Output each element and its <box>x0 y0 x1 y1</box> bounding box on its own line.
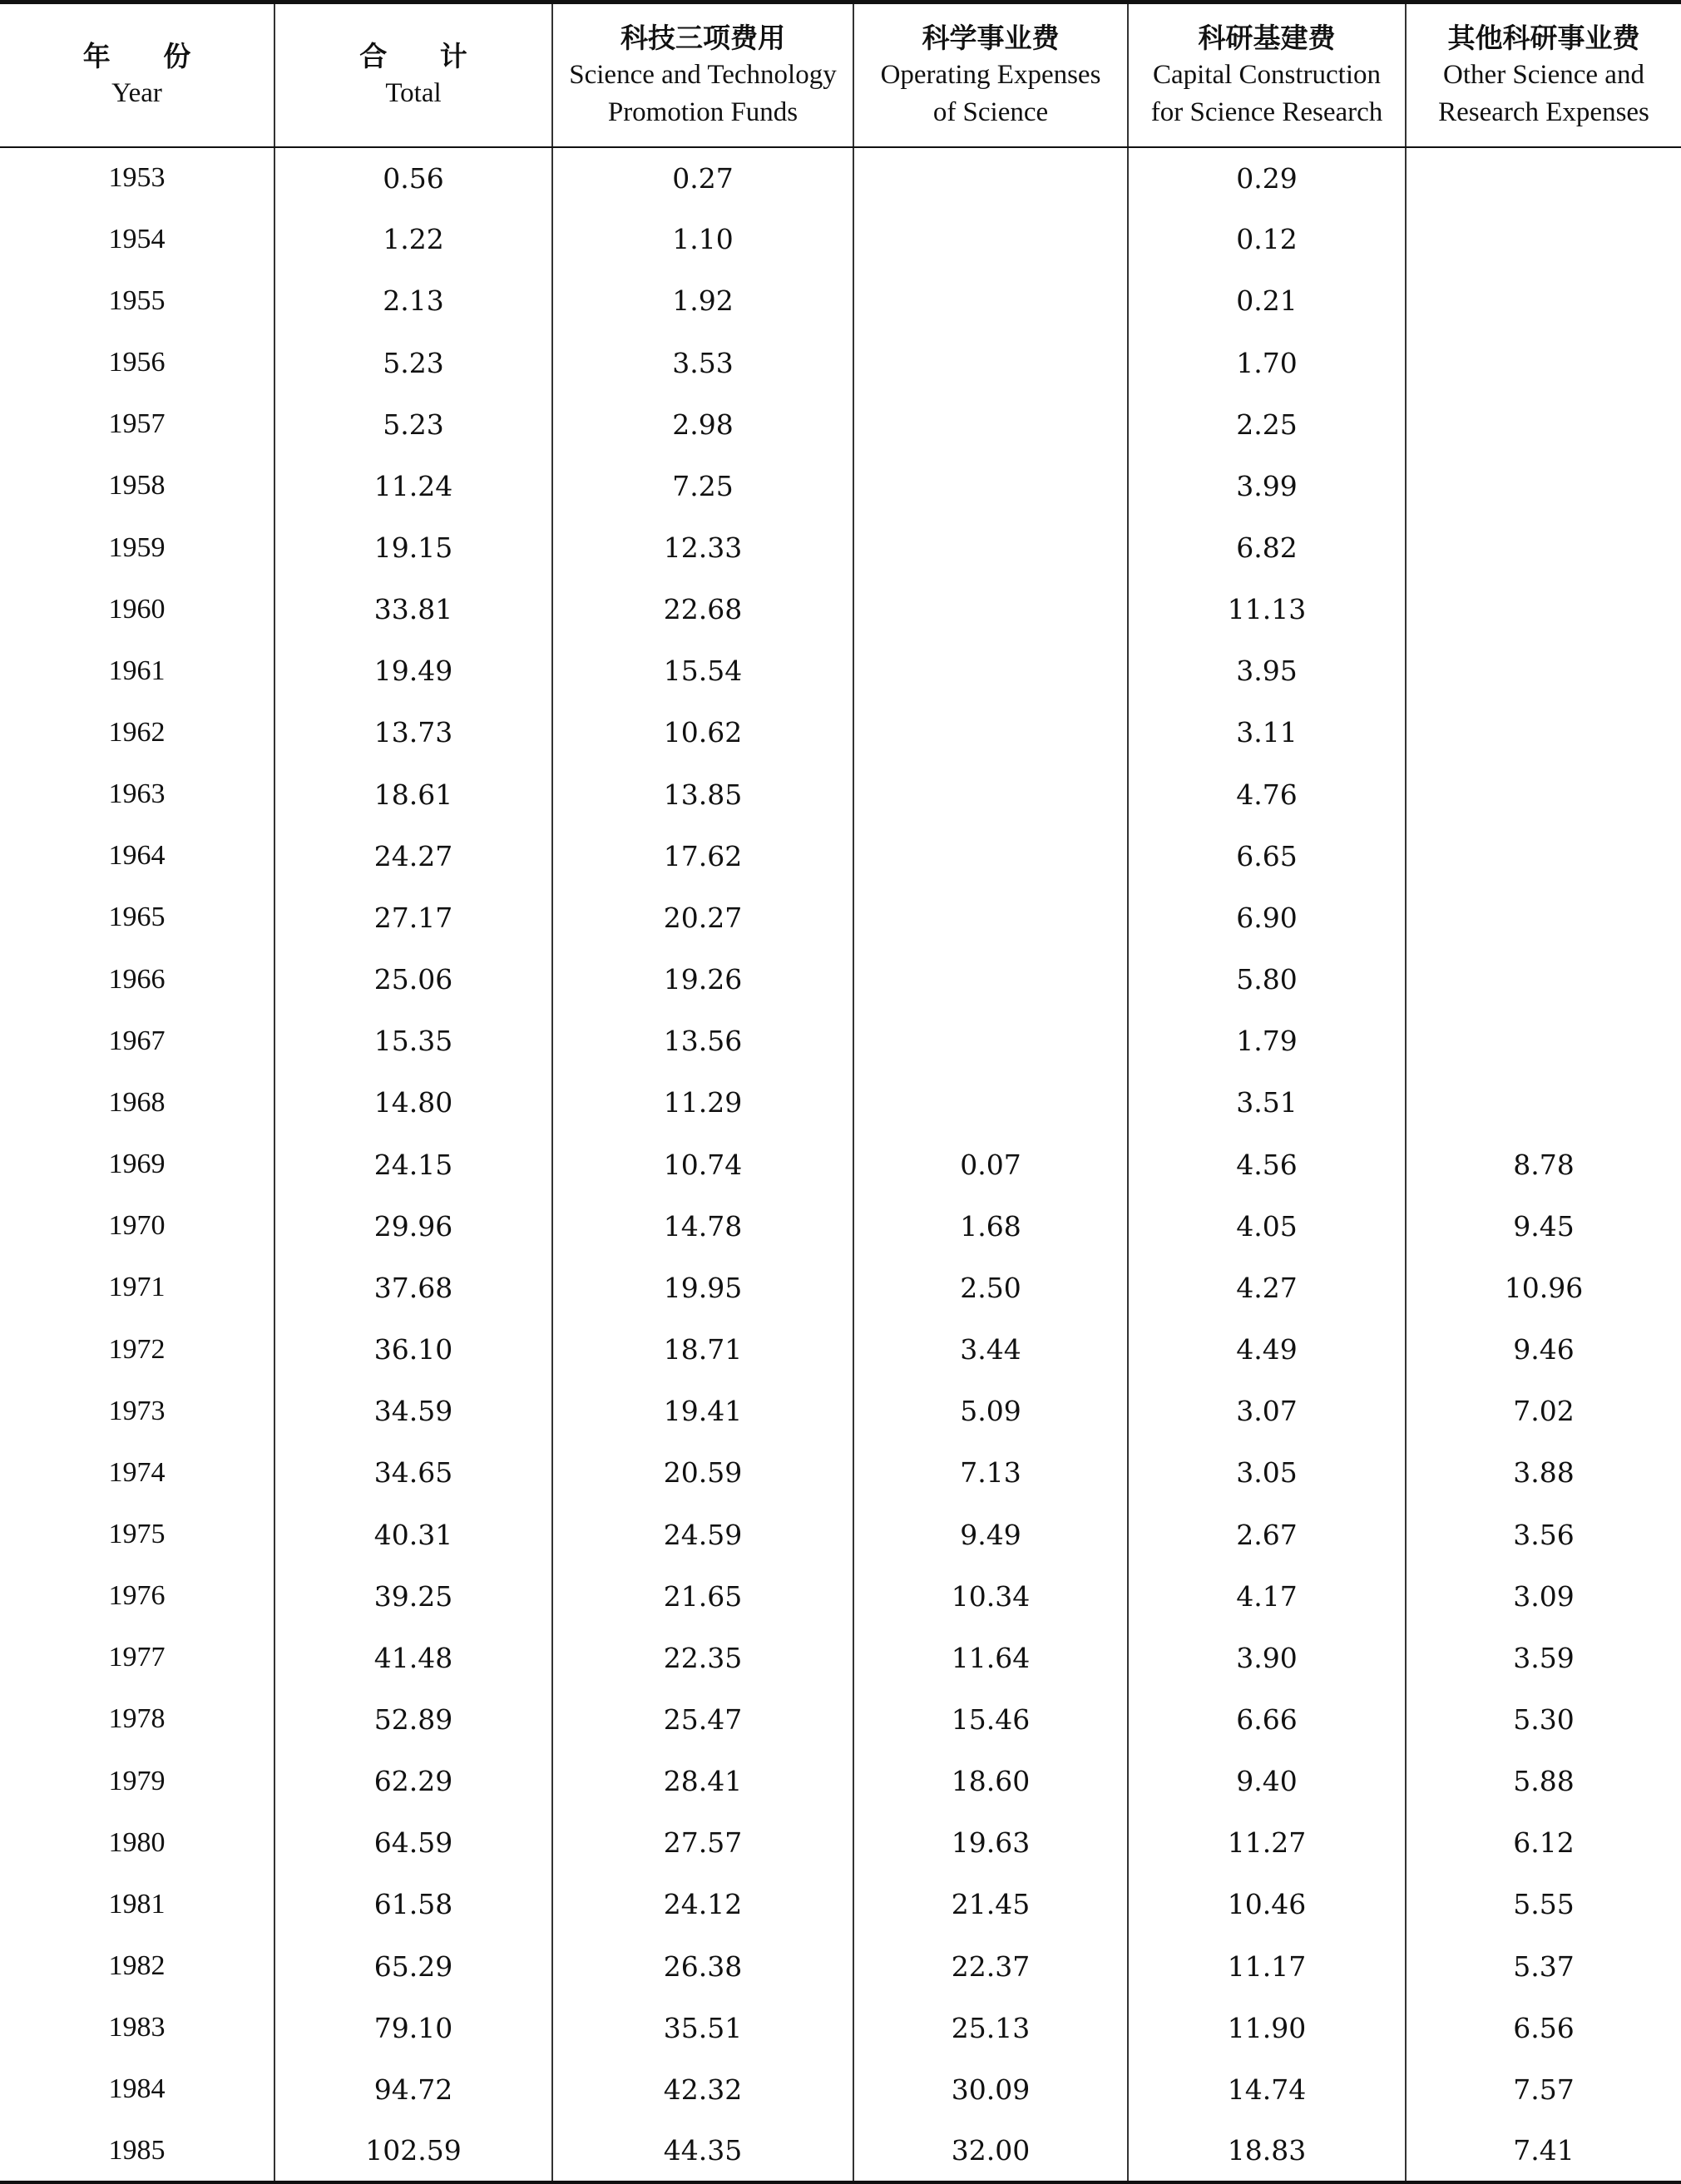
header-year-en: Year <box>111 78 162 109</box>
cell-year: 1956 <box>108 347 166 378</box>
cell-science-tech-promotion: 12.33 <box>552 516 853 578</box>
cell-capital-construction: 4.76 <box>1128 763 1406 825</box>
cell-science-tech-promotion: 28.41 <box>552 1751 853 1812</box>
cell-science-tech-promotion: 27.57 <box>552 1812 853 1874</box>
cell-total: 41.48 <box>274 1627 552 1688</box>
cell-science-tech-promotion: 18.71 <box>552 1318 853 1380</box>
cell-capital-construction: 4.17 <box>1128 1565 1406 1627</box>
cell-science-tech-promotion: 3.53 <box>552 332 853 393</box>
cell-operating-expenses: 1.68 <box>853 1195 1128 1257</box>
table-row <box>0 1935 1681 1997</box>
cell-operating-expenses: 25.13 <box>853 1997 1128 2058</box>
cell-operating-expenses <box>853 640 1128 702</box>
table-row <box>0 270 1681 332</box>
cell-other-expenses: 7.02 <box>1406 1381 1681 1442</box>
table-row <box>0 393 1681 455</box>
cell-science-tech-promotion: 13.85 <box>552 763 853 825</box>
cell-operating-expenses: 11.64 <box>853 1627 1128 1688</box>
cell-total: 33.81 <box>274 579 552 640</box>
cell-total: 25.06 <box>274 949 552 1010</box>
cell-other-expenses <box>1406 887 1681 948</box>
cell-total: 61.58 <box>274 1874 552 1935</box>
cell-other-expenses: 5.30 <box>1406 1688 1681 1750</box>
cell-total: 5.23 <box>274 332 552 393</box>
header-capital-construction-en-line2: for Science Research <box>1150 96 1383 127</box>
cell-year: 1954 <box>108 223 166 254</box>
header-operating-expenses-en-line2: of Science <box>932 96 1049 127</box>
cell-science-tech-promotion: 24.12 <box>552 1874 853 1935</box>
cell-year: 1982 <box>108 1950 166 1982</box>
cell-operating-expenses: 18.60 <box>853 1751 1128 1812</box>
cell-operating-expenses <box>853 763 1128 825</box>
cell-capital-construction: 11.27 <box>1128 1812 1406 1874</box>
table-row <box>0 949 1681 1010</box>
table-row <box>0 1134 1681 1195</box>
header-capital-construction-en-line1: Capital Construction <box>1152 59 1382 90</box>
cell-capital-construction: 11.13 <box>1128 579 1406 640</box>
cell-total: 34.65 <box>274 1442 552 1504</box>
cell-science-tech-promotion: 7.25 <box>552 455 853 516</box>
cell-capital-construction: 4.27 <box>1128 1257 1406 1318</box>
cell-other-expenses: 3.88 <box>1406 1442 1681 1504</box>
cell-science-tech-promotion: 19.95 <box>552 1257 853 1318</box>
cell-total: 24.27 <box>274 825 552 887</box>
cell-total: 36.10 <box>274 1318 552 1380</box>
cell-science-tech-promotion: 44.35 <box>552 2121 853 2182</box>
cell-total: 62.29 <box>274 1751 552 1812</box>
cell-year: 1953 <box>108 162 166 194</box>
cell-other-expenses <box>1406 1010 1681 1072</box>
cell-other-expenses <box>1406 516 1681 578</box>
header-operating-expenses <box>853 2 1128 147</box>
cell-total: 29.96 <box>274 1195 552 1257</box>
cell-total: 64.59 <box>274 1812 552 1874</box>
cell-operating-expenses <box>853 209 1128 270</box>
cell-capital-construction: 3.11 <box>1128 702 1406 763</box>
cell-other-expenses: 5.88 <box>1406 1751 1681 1812</box>
cell-total: 13.73 <box>274 702 552 763</box>
table-row <box>0 1195 1681 1257</box>
cell-capital-construction: 1.79 <box>1128 1010 1406 1072</box>
table-row <box>0 147 1681 209</box>
cell-total: 19.49 <box>274 640 552 702</box>
cell-operating-expenses <box>853 949 1128 1010</box>
cell-year: 1969 <box>108 1149 166 1180</box>
cell-science-tech-promotion: 10.62 <box>552 702 853 763</box>
cell-total: 0.56 <box>274 147 552 209</box>
header-year <box>0 2 274 147</box>
cell-total: 15.35 <box>274 1010 552 1072</box>
cell-other-expenses <box>1406 209 1681 270</box>
cell-capital-construction: 18.83 <box>1128 2121 1406 2182</box>
table-row <box>0 455 1681 516</box>
cell-other-expenses: 10.96 <box>1406 1257 1681 1318</box>
cell-total: 40.31 <box>274 1504 552 1565</box>
cell-other-expenses: 9.45 <box>1406 1195 1681 1257</box>
table-row <box>0 640 1681 702</box>
table-row <box>0 1874 1681 1935</box>
cell-science-tech-promotion: 15.54 <box>552 640 853 702</box>
cell-operating-expenses <box>853 393 1128 455</box>
table-row <box>0 825 1681 887</box>
table-row <box>0 1010 1681 1072</box>
cell-operating-expenses: 2.50 <box>853 1257 1128 1318</box>
cell-year: 1973 <box>108 1395 166 1426</box>
table-row <box>0 1072 1681 1134</box>
table-row <box>0 209 1681 270</box>
cell-year: 1963 <box>108 778 166 810</box>
cell-science-tech-promotion: 24.59 <box>552 1504 853 1565</box>
cell-total: 79.10 <box>274 1997 552 2058</box>
cell-other-expenses <box>1406 640 1681 702</box>
cell-year: 1958 <box>108 470 166 502</box>
table-row <box>0 763 1681 825</box>
table-row <box>0 332 1681 393</box>
header-capital-construction <box>1128 2 1406 147</box>
cell-capital-construction: 3.90 <box>1128 1627 1406 1688</box>
cell-operating-expenses <box>853 455 1128 516</box>
cell-total: 34.59 <box>274 1381 552 1442</box>
cell-capital-construction: 6.66 <box>1128 1688 1406 1750</box>
cell-year: 1962 <box>108 716 166 748</box>
table-row <box>0 579 1681 640</box>
cell-total: 1.22 <box>274 209 552 270</box>
cell-year: 1959 <box>108 531 166 563</box>
cell-other-expenses: 8.78 <box>1406 1134 1681 1195</box>
cell-operating-expenses <box>853 1072 1128 1134</box>
table-row <box>0 1751 1681 1812</box>
cell-operating-expenses: 10.34 <box>853 1565 1128 1627</box>
table-row <box>0 1504 1681 1565</box>
header-capital-construction-zh: 科研基建费 <box>1198 21 1336 54</box>
cell-science-tech-promotion: 22.68 <box>552 579 853 640</box>
cell-capital-construction: 9.40 <box>1128 1751 1406 1812</box>
cell-total: 2.13 <box>274 270 552 332</box>
cell-operating-expenses <box>853 147 1128 209</box>
table-row <box>0 702 1681 763</box>
cell-capital-construction: 3.05 <box>1128 1442 1406 1504</box>
cell-other-expenses <box>1406 332 1681 393</box>
cell-science-tech-promotion: 26.38 <box>552 1935 853 1997</box>
header-operating-expenses-en-line1: Operating Expenses <box>880 59 1101 90</box>
cell-operating-expenses: 22.37 <box>853 1935 1128 1997</box>
cell-science-tech-promotion: 20.27 <box>552 887 853 948</box>
cell-capital-construction: 10.46 <box>1128 1874 1406 1935</box>
cell-year: 1981 <box>108 1888 166 1920</box>
cell-other-expenses: 9.46 <box>1406 1318 1681 1380</box>
cell-year: 1975 <box>108 1519 166 1550</box>
cell-total: 52.89 <box>274 1688 552 1750</box>
cell-total: 65.29 <box>274 1935 552 1997</box>
cell-year: 1977 <box>108 1642 166 1673</box>
cell-operating-expenses: 19.63 <box>853 1812 1128 1874</box>
header-science-tech-promotion <box>552 2 853 147</box>
table-row <box>0 1812 1681 1874</box>
cell-other-expenses: 3.59 <box>1406 1627 1681 1688</box>
cell-other-expenses: 3.09 <box>1406 1565 1681 1627</box>
cell-year: 1978 <box>108 1703 166 1735</box>
header-operating-expenses-zh: 科学事业费 <box>922 21 1060 54</box>
cell-year: 1967 <box>108 1025 166 1056</box>
cell-capital-construction: 11.17 <box>1128 1935 1406 1997</box>
cell-year: 1957 <box>108 408 166 440</box>
header-year-zh: 年 份 <box>82 40 213 73</box>
cell-total: 19.15 <box>274 516 552 578</box>
cell-capital-construction: 3.99 <box>1128 455 1406 516</box>
header-other-expenses-zh: 其他科研事业费 <box>1447 21 1640 54</box>
header-other-expenses-en-line2: Research Expenses <box>1438 96 1649 127</box>
header-science-tech-promotion-en-line1: Science and Technology <box>569 59 837 90</box>
cell-other-expenses <box>1406 455 1681 516</box>
cell-operating-expenses: 0.07 <box>853 1134 1128 1195</box>
cell-capital-construction: 4.05 <box>1128 1195 1406 1257</box>
cell-operating-expenses <box>853 702 1128 763</box>
cell-science-tech-promotion: 2.98 <box>552 393 853 455</box>
cell-capital-construction: 4.49 <box>1128 1318 1406 1380</box>
cell-total: 94.72 <box>274 2058 552 2120</box>
cell-science-tech-promotion: 35.51 <box>552 1997 853 2058</box>
cell-operating-expenses: 3.44 <box>853 1318 1128 1380</box>
cell-year: 1974 <box>108 1456 166 1488</box>
cell-total: 39.25 <box>274 1565 552 1627</box>
cell-other-expenses: 5.37 <box>1406 1935 1681 1997</box>
table-row <box>0 1318 1681 1380</box>
table-row <box>0 1442 1681 1504</box>
cell-capital-construction: 3.95 <box>1128 640 1406 702</box>
cell-science-tech-promotion: 42.32 <box>552 2058 853 2120</box>
cell-science-tech-promotion: 13.56 <box>552 1010 853 1072</box>
cell-other-expenses: 5.55 <box>1406 1874 1681 1935</box>
cell-year: 1984 <box>108 2073 166 2105</box>
table-row <box>0 1627 1681 1688</box>
cell-capital-construction: 14.74 <box>1128 2058 1406 2120</box>
cell-year: 1955 <box>108 284 166 316</box>
cell-science-tech-promotion: 19.41 <box>552 1381 853 1442</box>
cell-operating-expenses: 9.49 <box>853 1504 1128 1565</box>
cell-year: 1970 <box>108 1210 166 1242</box>
table-row <box>0 2121 1681 2182</box>
cell-capital-construction: 0.29 <box>1128 147 1406 209</box>
cell-capital-construction: 6.82 <box>1128 516 1406 578</box>
cell-operating-expenses: 5.09 <box>853 1381 1128 1442</box>
cell-year: 1964 <box>108 840 166 872</box>
header-total <box>274 2 552 147</box>
cell-other-expenses <box>1406 147 1681 209</box>
cell-year: 1968 <box>108 1086 166 1118</box>
cell-capital-construction: 3.07 <box>1128 1381 1406 1442</box>
table-row <box>0 2058 1681 2120</box>
cell-capital-construction: 2.67 <box>1128 1504 1406 1565</box>
cell-year: 1980 <box>108 1826 166 1858</box>
cell-capital-construction: 0.12 <box>1128 209 1406 270</box>
table-row <box>0 516 1681 578</box>
cell-total: 102.59 <box>274 2121 552 2182</box>
cell-capital-construction: 2.25 <box>1128 393 1406 455</box>
cell-operating-expenses <box>853 516 1128 578</box>
cell-operating-expenses: 30.09 <box>853 2058 1128 2120</box>
cell-year: 1971 <box>108 1272 166 1303</box>
cell-total: 18.61 <box>274 763 552 825</box>
cell-other-expenses <box>1406 763 1681 825</box>
cell-year: 1965 <box>108 902 166 933</box>
cell-operating-expenses: 7.13 <box>853 1442 1128 1504</box>
cell-year: 1985 <box>0 2121 274 2182</box>
cell-year: 1983 <box>108 2012 166 2043</box>
cell-total: 37.68 <box>274 1257 552 1318</box>
cell-other-expenses <box>1406 579 1681 640</box>
cell-other-expenses <box>1406 825 1681 887</box>
cell-science-tech-promotion: 10.74 <box>552 1134 853 1195</box>
header-other-expenses <box>1406 2 1681 147</box>
cell-science-tech-promotion: 22.35 <box>552 1627 853 1688</box>
cell-operating-expenses <box>853 579 1128 640</box>
cell-year: 1966 <box>108 963 166 995</box>
cell-capital-construction: 0.21 <box>1128 270 1406 332</box>
cell-other-expenses: 3.56 <box>1406 1504 1681 1565</box>
table-row <box>0 1565 1681 1627</box>
cell-operating-expenses: 15.46 <box>853 1688 1128 1750</box>
cell-capital-construction: 6.90 <box>1128 887 1406 948</box>
table-row <box>0 1997 1681 2058</box>
header-total-en: Total <box>385 78 442 109</box>
cell-science-tech-promotion: 25.47 <box>552 1688 853 1750</box>
cell-capital-construction: 3.51 <box>1128 1072 1406 1134</box>
cell-year: 1961 <box>108 655 166 686</box>
cell-science-tech-promotion: 17.62 <box>552 825 853 887</box>
cell-other-expenses <box>1406 949 1681 1010</box>
cell-operating-expenses <box>853 270 1128 332</box>
cell-science-tech-promotion: 14.78 <box>552 1195 853 1257</box>
cell-year: 1976 <box>108 1580 166 1612</box>
cell-other-expenses: 7.57 <box>1406 2058 1681 2120</box>
cell-other-expenses: 6.12 <box>1406 1812 1681 1874</box>
table-row <box>0 1688 1681 1750</box>
cell-other-expenses: 6.56 <box>1406 1997 1681 2058</box>
header-row <box>0 2 1681 147</box>
cell-operating-expenses: 32.00 <box>853 2121 1128 2182</box>
header-total-zh: 合 计 <box>359 40 489 73</box>
cell-capital-construction: 6.65 <box>1128 825 1406 887</box>
cell-operating-expenses <box>853 887 1128 948</box>
header-science-tech-promotion-zh: 科技三项费用 <box>620 21 785 54</box>
cell-operating-expenses <box>853 332 1128 393</box>
header-other-expenses-en-line1: Other Science and <box>1443 59 1644 90</box>
cell-science-tech-promotion: 19.26 <box>552 949 853 1010</box>
cell-operating-expenses: 21.45 <box>853 1874 1128 1935</box>
cell-total: 27.17 <box>274 887 552 948</box>
table-body <box>0 147 1681 2182</box>
cell-other-expenses <box>1406 1072 1681 1134</box>
cell-other-expenses <box>1406 270 1681 332</box>
cell-science-tech-promotion: 11.29 <box>552 1072 853 1134</box>
table-row <box>0 887 1681 948</box>
cell-science-tech-promotion: 21.65 <box>552 1565 853 1627</box>
header-science-tech-promotion-en-line2: Promotion Funds <box>607 96 798 127</box>
cell-capital-construction: 11.90 <box>1128 1997 1406 2058</box>
table-header <box>0 2 1681 147</box>
table-row <box>0 1257 1681 1318</box>
cell-operating-expenses <box>853 1010 1128 1072</box>
cell-year: 1960 <box>108 593 166 625</box>
cell-total: 5.23 <box>274 393 552 455</box>
cell-total: 24.15 <box>274 1134 552 1195</box>
cell-capital-construction: 1.70 <box>1128 332 1406 393</box>
cell-capital-construction: 5.80 <box>1128 949 1406 1010</box>
cell-capital-construction: 4.56 <box>1128 1134 1406 1195</box>
cell-science-tech-promotion: 1.92 <box>552 270 853 332</box>
cell-year: 1972 <box>108 1333 166 1365</box>
cell-total: 11.24 <box>274 455 552 516</box>
table-row <box>0 1381 1681 1442</box>
cell-other-expenses: 7.41 <box>1406 2121 1681 2182</box>
cell-other-expenses <box>1406 702 1681 763</box>
cell-operating-expenses <box>853 825 1128 887</box>
cell-total: 14.80 <box>274 1072 552 1134</box>
cell-science-tech-promotion: 0.27 <box>552 147 853 209</box>
cell-year: 1979 <box>108 1765 166 1796</box>
cell-science-tech-promotion: 20.59 <box>552 1442 853 1504</box>
cell-science-tech-promotion: 1.10 <box>552 209 853 270</box>
cell-other-expenses <box>1406 393 1681 455</box>
